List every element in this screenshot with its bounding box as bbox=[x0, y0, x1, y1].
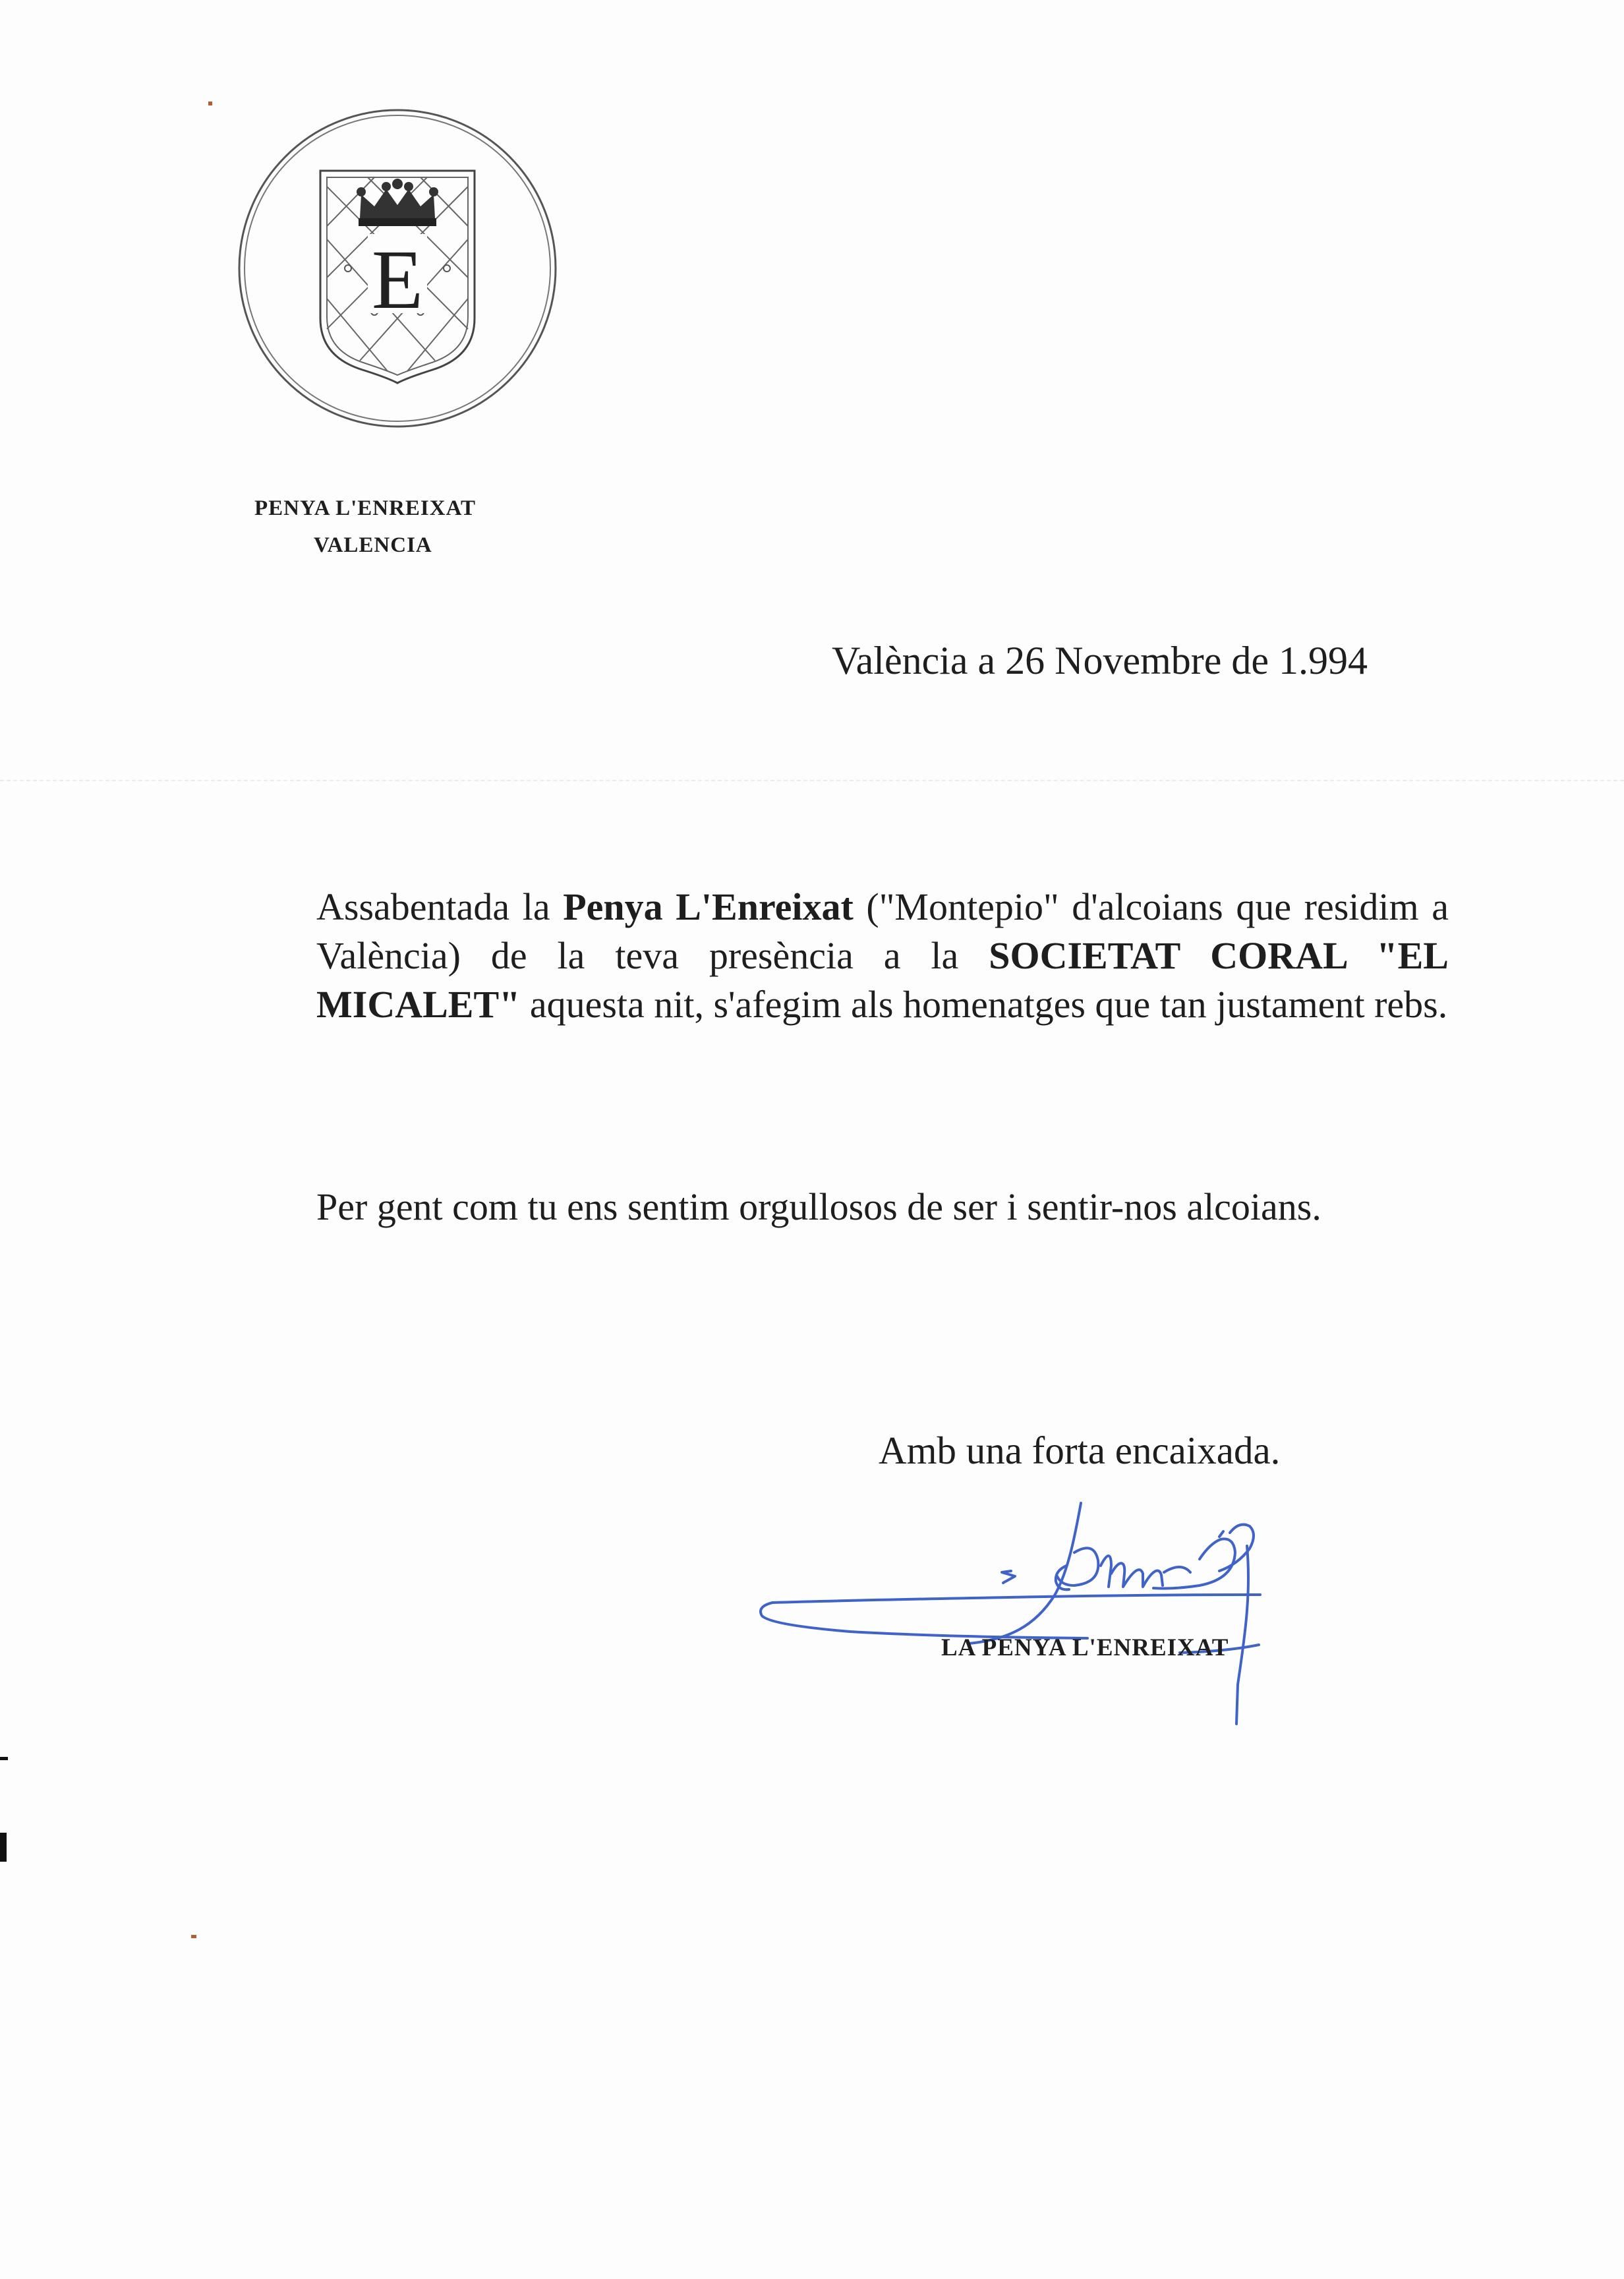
signature-icon bbox=[745, 1454, 1378, 1731]
signature bbox=[745, 1454, 1378, 1731]
scan-mark-left-2 bbox=[0, 1833, 7, 1862]
closing-line: Amb una forta encaixada. bbox=[879, 1429, 1281, 1472]
crest-icon bbox=[235, 107, 560, 429]
scan-mark-left-1 bbox=[0, 1757, 8, 1760]
signatory: LA PENYA L'ENREIXAT bbox=[941, 1634, 1229, 1661]
org-city: VALENCIA bbox=[314, 533, 432, 557]
p1-text-a: Assabentada la bbox=[316, 885, 564, 928]
crest-emblem bbox=[235, 107, 560, 429]
scan-mark-left-3 bbox=[191, 1935, 196, 1938]
scan-mark-top bbox=[208, 102, 212, 105]
paragraph-1 bbox=[316, 883, 1449, 1029]
fold-line bbox=[0, 780, 1624, 781]
letterhead-org bbox=[218, 490, 573, 564]
p1-bold-society: SOCIETAT CORAL "EL MICALET" bbox=[316, 934, 1449, 1026]
org-name: PENYA L'ENREIXAT bbox=[254, 496, 476, 520]
crest-letter: E bbox=[371, 233, 424, 326]
p1-text-b: ("Montepio" d'alcoians que residim a València) de la teva presència a la bbox=[316, 885, 1449, 977]
paragraph-2: Per gent com tu ens sentim orgullosos de ser i sentir-nos alcoians. bbox=[316, 1185, 1321, 1228]
date-line: València a 26 Novembre de 1.994 bbox=[832, 639, 1368, 682]
p1-bold-org: Penya L'Enreixat bbox=[563, 885, 854, 928]
p1-text-c: aquesta nit, s'afegim als homenatges que tan justament rebs. bbox=[520, 983, 1448, 1026]
